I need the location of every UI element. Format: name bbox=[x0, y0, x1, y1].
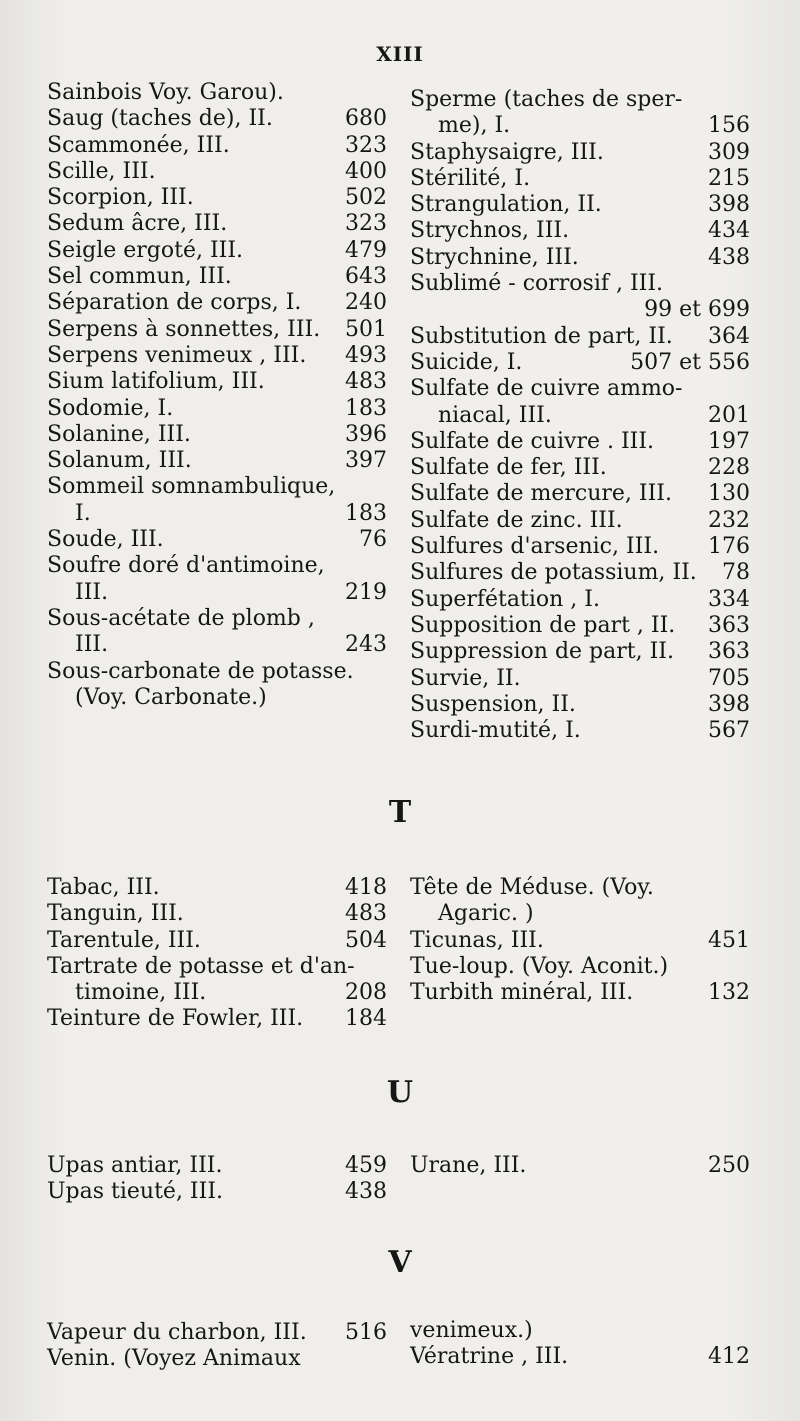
index-entry bbox=[47, 80, 387, 106]
index-term: Vératrine , III. bbox=[410, 1344, 569, 1370]
index-entry bbox=[47, 1320, 387, 1346]
index-entry bbox=[410, 429, 750, 455]
index-term-continuation: timoine, III. bbox=[75, 980, 207, 1006]
index-entry bbox=[47, 211, 387, 237]
index-page-number: 176 bbox=[708, 534, 750, 560]
index-term: Scorpion, III. bbox=[47, 185, 194, 211]
index-entry bbox=[47, 290, 387, 316]
index-page-number: 183 bbox=[345, 395, 387, 421]
index-page-number: 705 bbox=[708, 665, 750, 691]
index-page-number: 567 bbox=[708, 718, 750, 744]
index-entry bbox=[47, 659, 387, 712]
index-term: Soude, III. bbox=[47, 527, 164, 553]
index-entry bbox=[47, 1006, 387, 1032]
index-column-u-right bbox=[410, 1153, 750, 1179]
index-page-number: 215 bbox=[708, 165, 750, 191]
index-entry bbox=[47, 264, 387, 290]
index-page-number: 397 bbox=[345, 448, 387, 474]
index-page-number: 228 bbox=[708, 455, 750, 481]
index-term: Tartrate de potasse et d'an- bbox=[47, 953, 355, 979]
index-term: Solanine, III. bbox=[47, 421, 191, 447]
index-entry bbox=[47, 159, 387, 185]
index-entry bbox=[410, 1153, 750, 1179]
index-entry bbox=[410, 560, 750, 586]
index-entry bbox=[410, 166, 750, 192]
index-entry bbox=[410, 639, 750, 665]
index-term: Suppression de part, II. bbox=[410, 639, 674, 665]
index-term: Seigle ergoté, III. bbox=[47, 237, 244, 263]
index-page-number: 363 bbox=[708, 612, 750, 638]
index-term: Supposition de part , II. bbox=[410, 612, 676, 638]
index-term: venimeux.) bbox=[410, 1318, 533, 1343]
index-page-number: 412 bbox=[708, 1344, 750, 1370]
index-entry bbox=[47, 185, 387, 211]
index-entry bbox=[410, 1344, 750, 1370]
index-entry bbox=[410, 455, 750, 481]
index-entry bbox=[47, 1153, 387, 1179]
index-term: Sulfate de mercure, III. bbox=[410, 481, 672, 507]
index-term-continuation: III. bbox=[75, 579, 109, 605]
index-column-t-left bbox=[47, 875, 387, 1033]
index-page-number: 250 bbox=[708, 1153, 750, 1178]
index-page-number: 78 bbox=[722, 560, 750, 586]
index-page-number: 156 bbox=[708, 113, 750, 139]
index-entry bbox=[47, 1346, 387, 1372]
index-term: Sous-carbonate de potasse. bbox=[47, 658, 354, 684]
index-term: Saug (taches de), II. bbox=[47, 106, 273, 132]
index-page-number: 309 bbox=[708, 139, 750, 165]
index-term: Sulfures de potassium, II. bbox=[410, 560, 697, 586]
index-page-number: 334 bbox=[708, 586, 750, 612]
index-page-number: 459 bbox=[345, 1153, 387, 1178]
index-term: Tabac, III. bbox=[47, 875, 160, 900]
index-entry bbox=[47, 928, 387, 954]
index-entry bbox=[410, 218, 750, 244]
index-term: Sulfate de fer, III. bbox=[410, 455, 607, 481]
index-term: Sommeil somnambulique, bbox=[47, 474, 336, 500]
index-page-number: 184 bbox=[345, 1006, 387, 1032]
index-page-number: 396 bbox=[345, 421, 387, 447]
index-entry bbox=[47, 422, 387, 448]
index-entry bbox=[410, 613, 750, 639]
index-term: Superfétation , I. bbox=[410, 586, 600, 612]
index-page-number: 483 bbox=[345, 901, 387, 927]
index-term: Sulfate de cuivre . III. bbox=[410, 428, 655, 454]
index-page-number: 208 bbox=[345, 980, 387, 1006]
index-term: Strangulation, II. bbox=[410, 192, 602, 218]
index-page-number: 504 bbox=[345, 927, 387, 953]
index-term: Suicide, I. bbox=[410, 349, 523, 375]
index-entry bbox=[410, 245, 750, 271]
index-entry bbox=[410, 350, 750, 376]
index-term: Vapeur du charbon, III. bbox=[47, 1320, 307, 1345]
index-entry bbox=[410, 534, 750, 560]
index-term: Venin. (Voyez Animaux bbox=[47, 1346, 301, 1372]
index-term: Sulfate de zinc. III. bbox=[410, 507, 623, 533]
page-number: XIII bbox=[376, 42, 424, 66]
index-term: Surdi-mutité, I. bbox=[410, 718, 581, 744]
index-page-number: 418 bbox=[345, 875, 387, 900]
index-term: Scille, III. bbox=[47, 158, 156, 184]
index-entry bbox=[410, 140, 750, 166]
index-page-number: 183 bbox=[345, 500, 387, 526]
index-entry bbox=[47, 606, 387, 659]
index-term: Staphysaigre, III. bbox=[410, 139, 604, 165]
index-page-number: 240 bbox=[345, 290, 387, 316]
index-page-number: 130 bbox=[708, 481, 750, 507]
index-term: Upas antiar, III. bbox=[47, 1153, 223, 1178]
index-term: Tarentule, III. bbox=[47, 927, 201, 953]
index-term: Solanum, III. bbox=[47, 448, 192, 474]
index-term: Teinture de Fowler, III. bbox=[47, 1006, 304, 1032]
index-entry bbox=[410, 324, 750, 350]
index-page-number: 501 bbox=[345, 316, 387, 342]
index-page-number: 398 bbox=[708, 192, 750, 218]
index-entry bbox=[47, 553, 387, 606]
index-term: Suspension, II. bbox=[410, 691, 576, 717]
index-term-continuation: me), I. bbox=[438, 113, 511, 139]
index-entry bbox=[410, 508, 750, 534]
index-entry bbox=[410, 980, 750, 1006]
index-page-number: 680 bbox=[345, 106, 387, 132]
index-term: Turbith minéral, III. bbox=[410, 980, 634, 1006]
index-entry bbox=[47, 448, 387, 474]
index-page-number: 438 bbox=[708, 244, 750, 270]
index-term-continuation: (Voy. Carbonate.) bbox=[75, 684, 267, 710]
index-entry bbox=[410, 587, 750, 613]
index-page-number: 232 bbox=[708, 507, 750, 533]
index-page-number: 483 bbox=[345, 369, 387, 395]
index-page-number: 323 bbox=[345, 132, 387, 158]
index-term: Tête de Méduse. (Voy. bbox=[410, 875, 654, 900]
index-entry bbox=[410, 1318, 750, 1344]
section-letter-u: U bbox=[386, 1075, 414, 1110]
index-page-number: 364 bbox=[708, 323, 750, 349]
index-column-s-right bbox=[410, 87, 750, 744]
index-page-number: 643 bbox=[345, 264, 387, 290]
index-entry bbox=[47, 396, 387, 422]
index-page-number: 493 bbox=[345, 342, 387, 368]
index-page-number: 438 bbox=[345, 1179, 387, 1205]
index-term: Sperme (taches de sper- bbox=[410, 87, 683, 112]
index-term: Tanguin, III. bbox=[47, 901, 184, 927]
index-entry bbox=[47, 238, 387, 264]
index-term: Soufre doré d'antimoine, bbox=[47, 553, 325, 579]
index-term: Survie, II. bbox=[410, 665, 521, 691]
index-term: Sublimé - corrosif , III. bbox=[410, 271, 664, 297]
index-page-number: 76 bbox=[359, 527, 387, 553]
index-entry bbox=[410, 954, 750, 980]
index-entry bbox=[47, 343, 387, 369]
index-page-number: 197 bbox=[708, 428, 750, 454]
index-term: Sous-acétate de plomb , bbox=[47, 605, 315, 631]
index-entry bbox=[410, 718, 750, 744]
index-entry bbox=[47, 901, 387, 927]
index-entry bbox=[47, 106, 387, 132]
index-term: Urane, III. bbox=[410, 1153, 527, 1178]
index-term: Sel commun, III. bbox=[47, 264, 232, 290]
index-entry bbox=[410, 666, 750, 692]
index-entry bbox=[47, 1179, 387, 1205]
index-page-number: 398 bbox=[708, 691, 750, 717]
index-term: Tue-loup. (Voy. Aconit.) bbox=[410, 953, 669, 979]
index-term-continuation: Agaric. ) bbox=[438, 901, 534, 927]
index-term: Scammonée, III. bbox=[47, 132, 230, 158]
index-term: Séparation de corps, I. bbox=[47, 290, 302, 316]
index-column-t-right bbox=[410, 875, 750, 1006]
index-page-number: 219 bbox=[345, 579, 387, 605]
index-entry bbox=[47, 875, 387, 901]
index-term: Sulfate de cuivre ammo- bbox=[410, 376, 683, 402]
index-term: Stérilité, I. bbox=[410, 165, 531, 191]
index-page-number: 201 bbox=[708, 402, 750, 428]
index-page-number: 323 bbox=[345, 211, 387, 237]
index-page-number: 516 bbox=[345, 1320, 387, 1345]
index-entry bbox=[47, 954, 387, 1007]
index-entry bbox=[410, 692, 750, 718]
index-entry bbox=[47, 369, 387, 395]
index-column-u-left bbox=[47, 1153, 387, 1206]
index-page-number: 507 et 556 bbox=[630, 349, 750, 375]
index-term-continuation: niacal, III. bbox=[438, 402, 552, 428]
index-column-v-left bbox=[47, 1320, 387, 1373]
index-term-continuation: I. bbox=[75, 500, 91, 526]
index-term: Sedum âcre, III. bbox=[47, 211, 228, 237]
index-term: Sainbois Voy. Garou). bbox=[47, 80, 284, 105]
index-page-number: 132 bbox=[708, 980, 750, 1006]
index-term: Ticunas, III. bbox=[410, 927, 544, 953]
index-entry bbox=[410, 87, 750, 140]
index-page-extra: 99 et 699 bbox=[644, 297, 750, 323]
index-term: Sulfures d'arsenic, III. bbox=[410, 534, 660, 560]
index-page-number: 243 bbox=[345, 632, 387, 658]
index-entry bbox=[47, 317, 387, 343]
index-entry bbox=[410, 875, 750, 928]
section-letter-v: V bbox=[388, 1245, 412, 1280]
index-term-continuation: III. bbox=[75, 632, 109, 658]
index-page-number: 434 bbox=[708, 218, 750, 244]
index-page-number: 400 bbox=[345, 158, 387, 184]
index-term: Substitution de part, II. bbox=[410, 323, 673, 349]
index-page-number: 479 bbox=[345, 237, 387, 263]
index-term: Strychnos, III. bbox=[410, 218, 570, 244]
index-entry bbox=[410, 481, 750, 507]
index-page-number: 451 bbox=[708, 927, 750, 953]
index-entry bbox=[47, 474, 387, 527]
index-term: Sodomie, I. bbox=[47, 395, 174, 421]
index-page-number: 363 bbox=[708, 639, 750, 665]
index-entry bbox=[47, 133, 387, 159]
index-column-s-left bbox=[47, 80, 387, 711]
index-term: Strychnine, III. bbox=[410, 244, 579, 270]
section-letter-t: T bbox=[388, 795, 412, 830]
index-term: Serpens à sonnettes, III. bbox=[47, 316, 321, 342]
index-entry bbox=[410, 376, 750, 429]
index-entry bbox=[47, 527, 387, 553]
index-column-v-right bbox=[410, 1318, 750, 1371]
index-page-number: 502 bbox=[345, 185, 387, 211]
index-entry bbox=[410, 192, 750, 218]
index-entry bbox=[410, 928, 750, 954]
index-term: Upas tieuté, III. bbox=[47, 1179, 223, 1205]
index-term: Sium latifolium, III. bbox=[47, 369, 265, 395]
index-entry bbox=[410, 271, 750, 324]
index-term: Serpens venimeux , III. bbox=[47, 342, 307, 368]
